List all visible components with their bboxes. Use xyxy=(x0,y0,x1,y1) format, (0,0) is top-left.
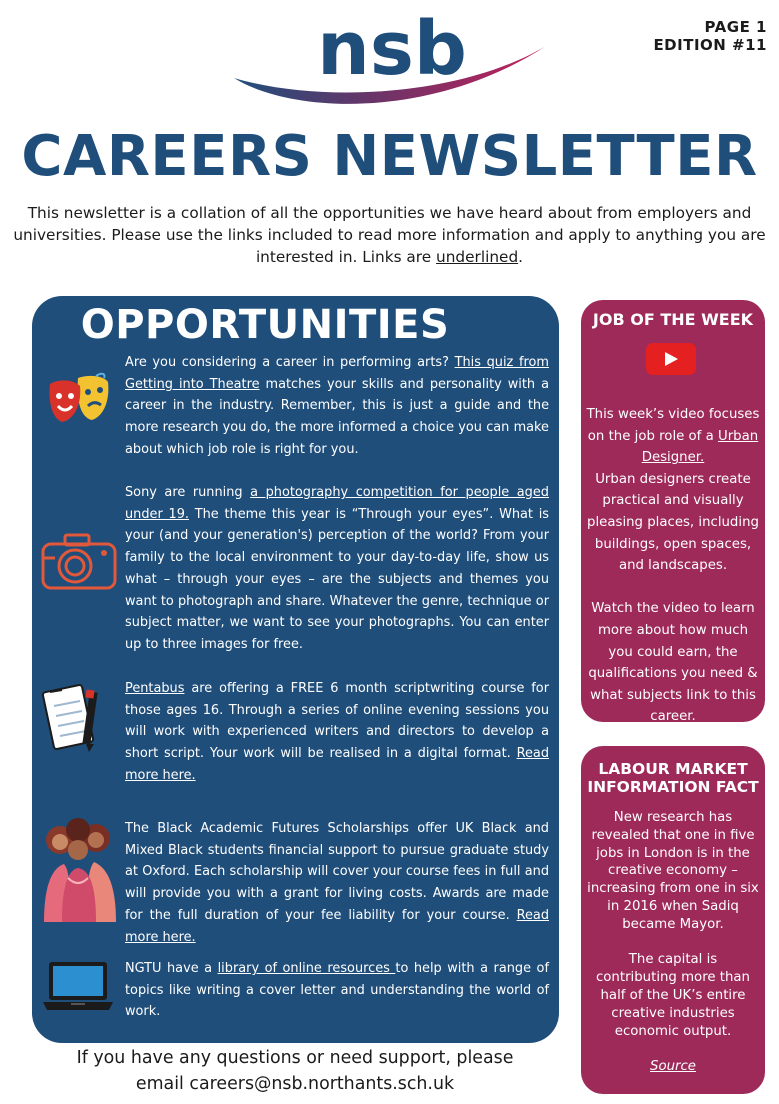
svg-text:nsb: nsb xyxy=(317,16,467,92)
group-of-women-icon xyxy=(38,816,120,930)
opportunity-theatre: Are you considering a career in performing arts? This quiz from Getting into Theatre matches your skills and personality with a career in the industry. Remember, this is just a guide and the more research you do, the more informed a choice you can make about which job role is right for you. xyxy=(125,355,549,457)
page-info xyxy=(653,18,767,54)
intro-text: This newsletter is a collation of all the opportunities we have heard about from employers and universities. Please use the links included to read more information and apply to anything you are interested in. Links are underlined. xyxy=(13,204,766,266)
photography-competition-link[interactable]: a photography competition for people aged under 19. xyxy=(125,485,549,522)
footer-line-1: If you have any questions or need support, please xyxy=(76,1048,514,1068)
underlined-word: underlined xyxy=(436,248,519,266)
opportunities-title: OPPORTUNITIES xyxy=(80,302,450,348)
footer-contact xyxy=(0,1045,590,1097)
newsletter-title: CAREERS NEWSLETTER xyxy=(21,124,758,189)
opportunity-scriptwriting: Pentabus are offering a FREE 6 month scriptwriting course for those ages 16. Through a series of online evening sessions you will work with experienced writers and directors to develop a short script. Your work will be realised in a digital format. Read more here. xyxy=(125,681,549,783)
footer-line-2: email careers@nsb.northants.sch.uk xyxy=(135,1074,455,1094)
opportunity-scholarship: The Black Academic Futures Scholarships offer UK Black and Mixed Black students financial support to pursue graduate study at Oxford. Each scholarship will cover your course fees in full and will provide you with a grant for living costs. Awards are made for the full duration of your fee liability for your course. Read more here. xyxy=(125,821,549,945)
lmi-source-link[interactable]: Source xyxy=(650,1059,696,1075)
scholarship-read-more-link[interactable]: Read more here. xyxy=(125,907,549,945)
notebook-pen-icon xyxy=(40,682,110,758)
opportunity-photography: Sony are running a photography competition for people aged under 19. The theme this year is “Through your eyes”. What is your (and your generation's) perception of the world? From your family to the local environment to your day-to-day life, show us what – through your eyes – are the subjects and themes you want to photograph and share. Whatever the genre, technique or subject matter, we want to see your photographs. You can enter up to three images for free. xyxy=(125,485,550,652)
page-label: PAGE 1 xyxy=(704,18,767,36)
urban-designer-link[interactable]: Urban Designer. xyxy=(641,428,759,466)
theatre-masks-icon xyxy=(48,372,110,432)
theatre-quiz-link[interactable]: This quiz from Getting into Theatre xyxy=(125,355,549,392)
opportunities-panel xyxy=(32,296,559,1043)
laptop-icon xyxy=(41,960,115,1016)
ngtu-resources-link[interactable]: library of online resources xyxy=(217,961,396,976)
camera-icon xyxy=(41,532,117,594)
lmi-title: LABOUR MARKET INFORMATION FACT xyxy=(587,760,759,796)
lmi-text: New research has revealed that one in five jobs in London is in the creative economy – increasing from one in six in 2016 when Sadiq became Mayor. The capital is contributing more than half of the UK’s entire creative industries economic output. Source xyxy=(587,810,759,1075)
opportunity-ngtu: NGTU have a library of online resources to help with a range of topics like writing a cover letter and understanding the world of work. xyxy=(125,961,549,1020)
pentabus-link[interactable]: Pentabus xyxy=(125,681,185,696)
edition-label: EDITION #11 xyxy=(653,36,767,54)
nsb-logo xyxy=(232,16,548,114)
pentabus-read-more-link[interactable]: Read more here. xyxy=(125,746,549,783)
job-of-week-text: This week’s video focuses on the job role of a Urban Designer. Urban designers create practical and visually pleasing places, including buildings, open spaces, and landscapes. Watch the video to learn more about how much you could earn, the qualifications you need & what subjects link to this career. xyxy=(586,407,760,725)
labour-market-card xyxy=(581,746,765,1094)
job-of-week-title: JOB OF THE WEEK xyxy=(592,310,754,329)
youtube-play-icon[interactable] xyxy=(646,343,696,375)
